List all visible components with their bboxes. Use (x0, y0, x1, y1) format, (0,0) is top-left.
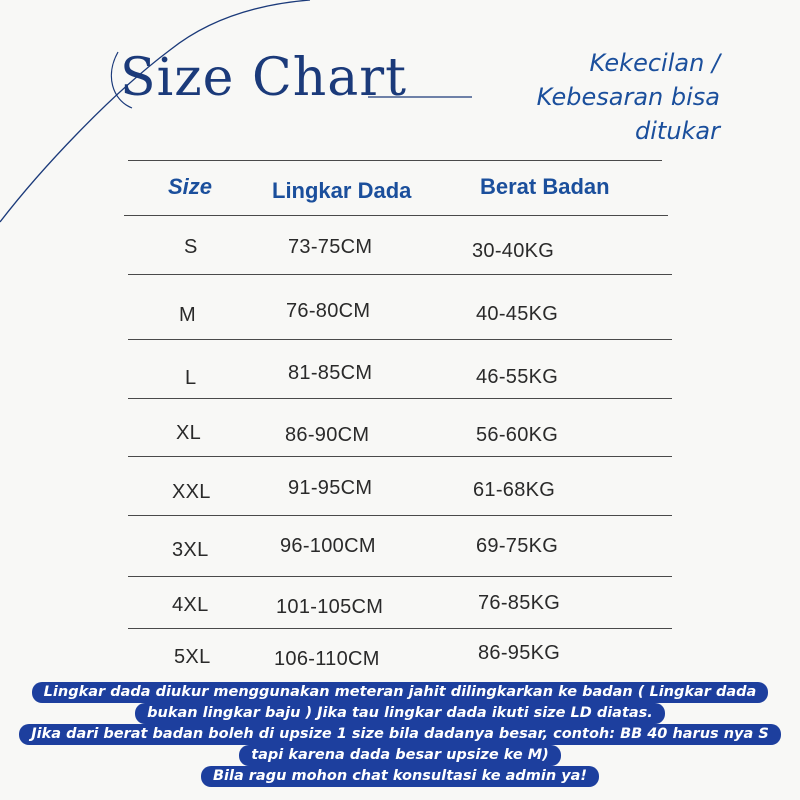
weight-cell: 76-85KG (478, 592, 561, 614)
note-line: Lingkar dada diukur menggunakan meteran jahit dilingkarkan ke badan ( Lingkar dada (32, 682, 769, 703)
chest-cell: 81-85CM (288, 362, 373, 384)
size-cell: 5XL (174, 646, 211, 668)
note-line: Jika dari berat badan boleh di upsize 1 size bila dadanya besar, contoh: BB 40 harus nya S (19, 724, 781, 745)
weight-cell: 40-45KG (476, 303, 559, 325)
table-divider (128, 339, 672, 340)
chest-cell: 101-105CM (276, 596, 384, 618)
size-cell: L (185, 367, 197, 389)
chest-cell: 73-75CM (288, 236, 373, 258)
table-divider (128, 576, 672, 577)
chest-cell: 91-95CM (288, 477, 373, 499)
note-line: bukan lingkar baju ) Jika tau lingkar dada ikuti size LD diatas. (135, 703, 665, 724)
size-cell: 3XL (172, 539, 209, 561)
header-chest: Lingkar Dada (272, 178, 412, 203)
chest-cell: 106-110CM (274, 648, 380, 670)
weight-cell: 46-55KG (476, 366, 559, 388)
size-cell: 4XL (172, 594, 209, 616)
note-line: tapi karena dada besar upsize ke M) (239, 745, 561, 766)
weight-cell: 61-68KG (473, 479, 556, 501)
table-top-divider (128, 160, 662, 161)
size-cell: XL (176, 422, 202, 444)
table-divider (128, 398, 672, 399)
chest-cell: 96-100CM (280, 535, 376, 557)
chest-cell: 76-80CM (286, 300, 371, 322)
table-divider (124, 215, 668, 216)
table-divider (128, 274, 672, 275)
weight-cell: 69-75KG (476, 535, 559, 557)
size-cell: S (184, 236, 198, 258)
size-cell: XXL (172, 481, 211, 503)
exchange-note-line: Kebesaran bisa (536, 83, 720, 111)
note-line: Bila ragu mohon chat konsultasi ke admin ya! (201, 766, 599, 787)
exchange-note-line: ditukar (635, 117, 720, 145)
measurement-notes (0, 682, 800, 787)
table-header (0, 174, 800, 210)
page-title: Size Chart (120, 48, 407, 108)
exchange-note (460, 46, 720, 148)
table-divider (128, 515, 672, 516)
header-size: Size (168, 174, 213, 199)
exchange-note-line: Kekecilan / (589, 49, 720, 77)
weight-cell: 30-40KG (472, 240, 555, 262)
size-cell: M (179, 304, 196, 326)
weight-cell: 86-95KG (478, 642, 561, 664)
table-divider (128, 628, 672, 629)
weight-cell: 56-60KG (476, 424, 559, 446)
table-divider (128, 456, 672, 457)
chest-cell: 86-90CM (285, 424, 370, 446)
header-weight: Berat Badan (480, 174, 610, 199)
